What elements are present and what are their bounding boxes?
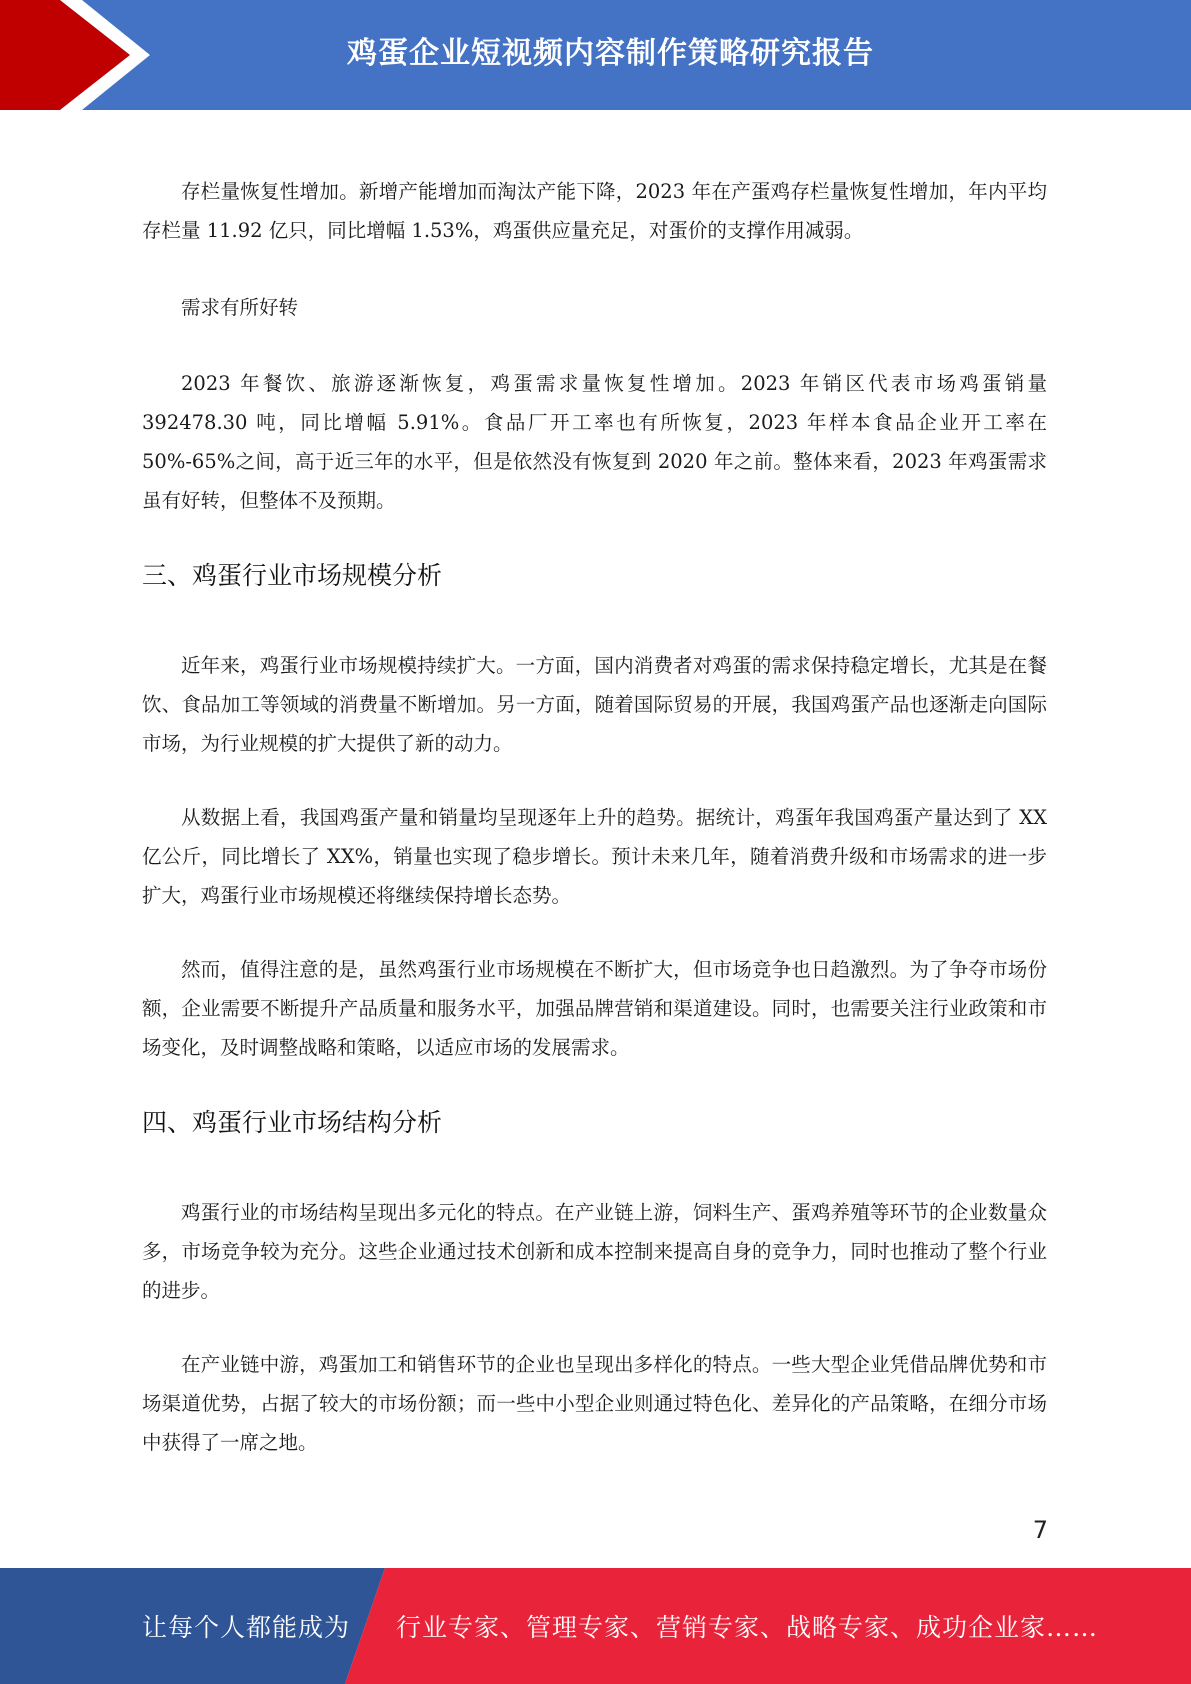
section-heading-market-size: 三、鸡蛋行业市场规模分析 xyxy=(142,561,443,590)
footer-band xyxy=(0,1568,1191,1684)
page-content xyxy=(142,172,1047,1462)
paragraph-market-structure-2: 在产业链中游，鸡蛋加工和销售环节的企业也呈现出多样化的特点。一些大型企业凭借品牌优势和市场渠道优势，占据了较大的市场份额；而一些中小型企业则通过特色化、差异化的产品策略，在细分市场中获得了一席之地。 xyxy=(142,1353,1047,1454)
subheading-demand: 需求有所好转 xyxy=(181,296,299,319)
footer-slogan-left: 让每个人都能成为 xyxy=(142,1613,351,1642)
paragraph-market-size-3: 然而，值得注意的是，虽然鸡蛋行业市场规模在不断扩大，但市场竞争也日趋激烈。为了争夺市场份额，企业需要不断提升产品质量和服务水平，加强品牌营销和渠道建设。同时，也需要关注行业政策和市场变化，及时调整战略和策略，以适应市场的发展需求。 xyxy=(142,958,1047,1059)
section-heading-market-structure: 四、鸡蛋行业市场结构分析 xyxy=(142,1108,443,1137)
paragraph-market-size-2: 从数据上看，我国鸡蛋产量和销量均呈现逐年上升的趋势。据统计，鸡蛋年我国鸡蛋产量达到了 XX 亿公斤，同比增长了 XX%，销量也实现了稳步增长。预计未来几年，随着消费升级和市场需求的进一步扩大，鸡蛋行业市场规模还将继续保持增长态势。 xyxy=(142,806,1047,907)
footer-slogan-right: 行业专家、管理专家、营销专家、战略专家、成功企业家…… xyxy=(396,1613,1099,1642)
paragraph-market-size-1: 近年来，鸡蛋行业市场规模持续扩大。一方面，国内消费者对鸡蛋的需求保持稳定增长，尤其是在餐饮、食品加工等领域的消费量不断增加。另一方面，随着国际贸易的开展，我国鸡蛋产品也逐渐走向国际市场，为行业规模的扩大提供了新的动力。 xyxy=(142,654,1047,755)
paragraph-demand: 2023 年餐饮、旅游逐渐恢复，鸡蛋需求量恢复性增加。2023 年销区代表市场鸡蛋销量 392478.30 吨，同比增幅 5.91%。食品厂开工率也有所恢复，2023 年样本食品企业开工率在 50%-65%之间，高于近三年的水平，但是依然没有恢复到 2020 年之前。整体来看，2023 年鸡蛋需求虽有好转，但整体不及预期。 xyxy=(142,372,1047,512)
paragraph-market-structure-1: 鸡蛋行业的市场结构呈现出多元化的特点。在产业链上游，饲料生产、蛋鸡养殖等环节的企业数量众多，市场竞争较为充分。这些企业通过技术创新和成本控制来提高自身的竞争力，同时也推动了整个行业的进步。 xyxy=(142,1201,1047,1302)
page-number: 7 xyxy=(1032,1516,1048,1544)
header-band xyxy=(0,0,1191,110)
report-title: 鸡蛋企业短视频内容制作策略研究报告 xyxy=(347,36,874,71)
paragraph-stock: 存栏量恢复性增加。新增产能增加而淘汰产能下降，2023 年在产蛋鸡存栏量恢复性增加，年内平均存栏量 11.92 亿只，同比增幅 1.53%，鸡蛋供应量充足，对蛋价的支撑作用减弱。 xyxy=(142,180,1047,242)
